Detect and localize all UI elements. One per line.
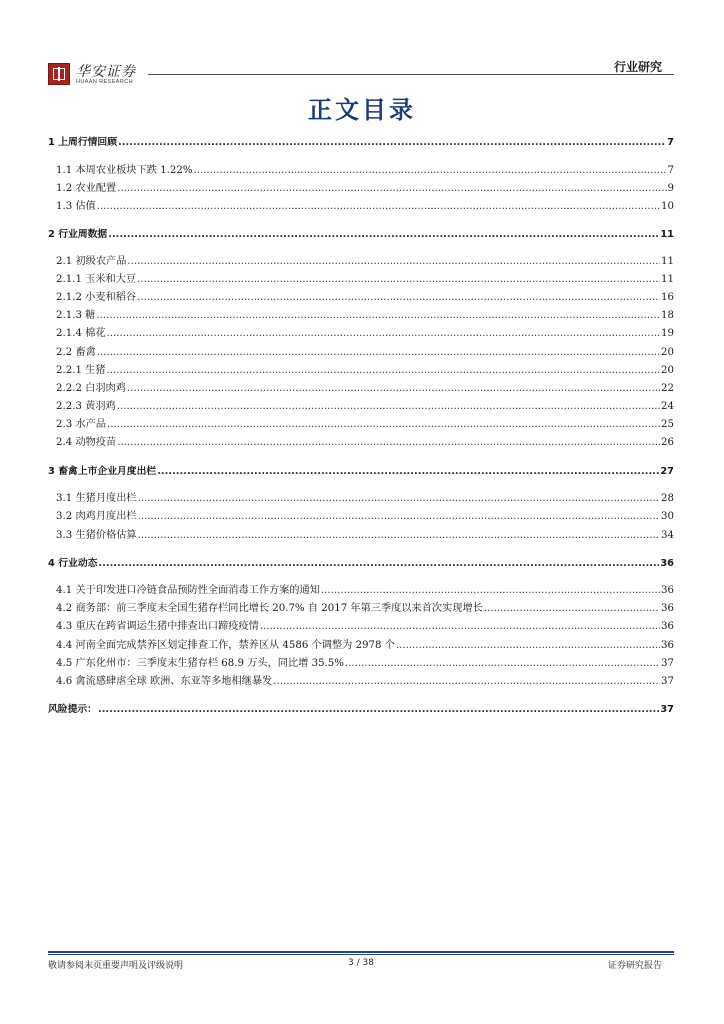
toc-entry-page: 11 xyxy=(660,229,674,240)
toc-entry[interactable] xyxy=(48,380,674,396)
toc-entry-label: 2.4 动物疫苗 xyxy=(56,437,117,448)
toc-entry[interactable] xyxy=(48,434,674,450)
brand-name-en: HUAAN RESEARCH xyxy=(76,79,133,85)
page-footer xyxy=(48,958,674,972)
toc-entry-page: 36 xyxy=(661,585,674,596)
toc-leader-dots xyxy=(107,418,660,432)
toc-entry-label: 2.1.2 小麦和稻谷 xyxy=(56,292,137,303)
footer-rule xyxy=(48,951,674,953)
toc-entry-label: 3 畜禽上市企业月度出栏 xyxy=(48,466,157,477)
toc-entry-page: 36 xyxy=(661,640,674,651)
toc-entry-label: 1 上周行情回顾 xyxy=(48,137,118,148)
toc-entry[interactable] xyxy=(48,180,674,196)
toc-entry-label: 3.2 肉鸡月度出栏 xyxy=(56,511,137,522)
toc-entry-page: 11 xyxy=(661,274,674,285)
toc-entry-page: 36 xyxy=(660,558,674,569)
toc-leader-dots xyxy=(118,136,666,150)
toc-entry-page: 37 xyxy=(660,704,674,715)
toc-leader-dots xyxy=(396,639,660,653)
page-number: 3 / 38 xyxy=(348,958,374,968)
toc-entry-label: 风险提示： xyxy=(48,704,97,715)
toc-entry-page: 37 xyxy=(661,658,674,669)
toc-entry-label: 4.6 禽流感肆虐全球 欧洲、东亚等多地相继暴发 xyxy=(56,676,273,687)
brand-name: 华安证券 xyxy=(76,64,136,80)
toc-leader-dots xyxy=(138,529,660,543)
toc-entry-section[interactable] xyxy=(48,701,674,717)
toc-entry-page: 37 xyxy=(661,676,674,687)
toc-entry-label: 1.2 农业配置 xyxy=(56,183,117,194)
toc-entry-section[interactable] xyxy=(48,555,674,571)
toc-leader-dots xyxy=(194,164,667,178)
toc-leader-dots xyxy=(137,273,660,287)
page-header xyxy=(48,55,674,95)
toc-leader-dots xyxy=(321,584,660,598)
toc-entry-page: 7 xyxy=(667,165,674,176)
toc-entry-page: 34 xyxy=(661,530,674,541)
toc-entry[interactable] xyxy=(48,344,674,360)
toc-entry-page: 25 xyxy=(661,419,674,430)
toc-leader-dots xyxy=(260,620,660,634)
footer-disclaimer: 敬请参阅末页重要声明及评级说明 xyxy=(48,961,184,971)
toc-entry[interactable] xyxy=(48,162,674,178)
toc-entry-page: 18 xyxy=(661,310,674,321)
toc-entry-label: 4.3 重庆在跨省调运生猪中排查出口蹄疫疫情 xyxy=(56,621,259,632)
toc-leader-dots xyxy=(98,703,659,717)
toc-leader-dots xyxy=(96,309,660,323)
toc-entry-label: 2.2 畜禽 xyxy=(56,347,96,358)
toc-entry[interactable] xyxy=(48,582,674,598)
toc-entry-label: 4.1 关于印发进口冷链食品预防性全面消毒工作方案的通知 xyxy=(56,585,320,596)
toc-entry-page: 16 xyxy=(661,292,674,303)
toc-entry-page: 20 xyxy=(661,365,674,376)
toc-entry-label: 2.1.4 棉花 xyxy=(56,328,106,339)
toc-entry-page: 24 xyxy=(661,401,674,412)
toc-entry-page: 36 xyxy=(661,603,674,614)
toc-entry-section[interactable] xyxy=(48,226,674,242)
toc-entry-page: 11 xyxy=(661,256,674,267)
toc-leader-dots xyxy=(117,400,660,414)
toc-leader-dots xyxy=(273,675,660,689)
toc-leader-dots xyxy=(117,182,666,196)
toc-leader-dots xyxy=(107,327,660,341)
toc-entry[interactable] xyxy=(48,490,674,506)
toc-leader-dots xyxy=(108,228,659,242)
toc-entry[interactable] xyxy=(48,398,674,414)
toc-leader-dots xyxy=(484,602,660,616)
toc-entry-label: 2.1.1 玉米和大豆 xyxy=(56,274,137,285)
footer-report-type: 证券研究报告 xyxy=(607,961,662,971)
toc-leader-dots xyxy=(117,436,660,450)
toc-entry-label: 1.1 本周农业板块下跌 1.22% xyxy=(56,165,193,176)
toc-entry-label: 2.1 初级农产品 xyxy=(56,256,127,267)
toc-entry[interactable] xyxy=(48,508,674,524)
toc-entry[interactable] xyxy=(48,416,674,432)
toc-entry[interactable] xyxy=(48,655,674,671)
toc-entry-label: 4 行业动态 xyxy=(48,558,98,569)
toc-entry-page: 20 xyxy=(661,347,674,358)
toc-entry[interactable] xyxy=(48,637,674,653)
toc-entry-label: 4.2 商务部：前三季度末全国生猪存栏同比增长 20.7% 自 2017 年第三季度以来首次实现增长 xyxy=(56,603,483,614)
toc-entry[interactable] xyxy=(48,362,674,378)
toc-entry-label: 2.3 水产品 xyxy=(56,419,107,430)
toc-entry[interactable] xyxy=(48,198,674,214)
toc-entry-page: 22 xyxy=(661,383,674,394)
toc-entry-label: 2.2.1 生猪 xyxy=(56,365,106,376)
toc-entry[interactable] xyxy=(48,307,674,323)
toc-entry-page: 7 xyxy=(667,137,674,148)
brand-logo-icon xyxy=(48,63,70,85)
toc-leader-dots xyxy=(97,200,660,214)
toc-entry-label: 3.1 生猪月度出栏 xyxy=(56,493,137,504)
toc-entry[interactable] xyxy=(48,527,674,543)
toc-entry-page: 26 xyxy=(661,437,674,448)
toc-leader-dots xyxy=(127,382,660,396)
toc-leader-dots xyxy=(97,346,660,360)
toc-entry-label: 2.2.3 黄羽鸡 xyxy=(56,401,116,412)
toc-entry-page: 10 xyxy=(661,201,674,212)
toc-entry-page: 27 xyxy=(660,466,674,477)
toc-entry-label: 4.4 河南全面完成禁养区划定排查工作，禁养区从 4586 个调整为 2978 个 xyxy=(56,640,395,651)
toc-leader-dots xyxy=(137,291,660,305)
toc-leader-dots xyxy=(138,510,660,524)
toc-entry[interactable] xyxy=(48,673,674,689)
toc-entry-page: 9 xyxy=(667,183,674,194)
toc-entry-section[interactable] xyxy=(48,463,674,479)
toc-entry[interactable] xyxy=(48,325,674,341)
page-title: 正文目录 xyxy=(308,96,416,124)
toc-entry-label: 1.3 估值 xyxy=(56,201,96,212)
footer-rule-thin xyxy=(48,954,674,955)
toc-entry-label: 4.5 广东化州市：三季度末生猪存栏 68.9 万头，同比增 35.5% xyxy=(56,658,344,669)
toc-leader-dots xyxy=(138,492,660,506)
toc-entry[interactable] xyxy=(48,271,674,287)
toc-leader-dots xyxy=(157,465,659,479)
toc-leader-dots xyxy=(127,255,660,269)
header-section-label: 行业研究 xyxy=(613,60,662,74)
toc-entry-label: 2 行业周数据 xyxy=(48,229,108,240)
toc-entry-page: 19 xyxy=(661,328,674,339)
toc-leader-dots xyxy=(345,657,660,671)
toc-entry[interactable] xyxy=(48,253,674,269)
toc-entry[interactable] xyxy=(48,289,674,305)
toc-entry-label: 2.2.2 白羽肉鸡 xyxy=(56,383,126,394)
toc-entry-section[interactable] xyxy=(48,134,674,150)
toc-entry-page: 36 xyxy=(661,621,674,632)
toc-entry[interactable] xyxy=(48,600,674,616)
toc-entry-page: 28 xyxy=(661,493,674,504)
toc-entry-label: 3.3 生猪价格估算 xyxy=(56,530,137,541)
toc-leader-dots xyxy=(98,557,659,571)
toc-entry-label: 2.1.3 糖 xyxy=(56,310,96,321)
toc-entry-page: 30 xyxy=(661,511,674,522)
header-rule xyxy=(148,74,674,75)
toc-entry[interactable] xyxy=(48,618,674,634)
toc-leader-dots xyxy=(107,364,660,378)
